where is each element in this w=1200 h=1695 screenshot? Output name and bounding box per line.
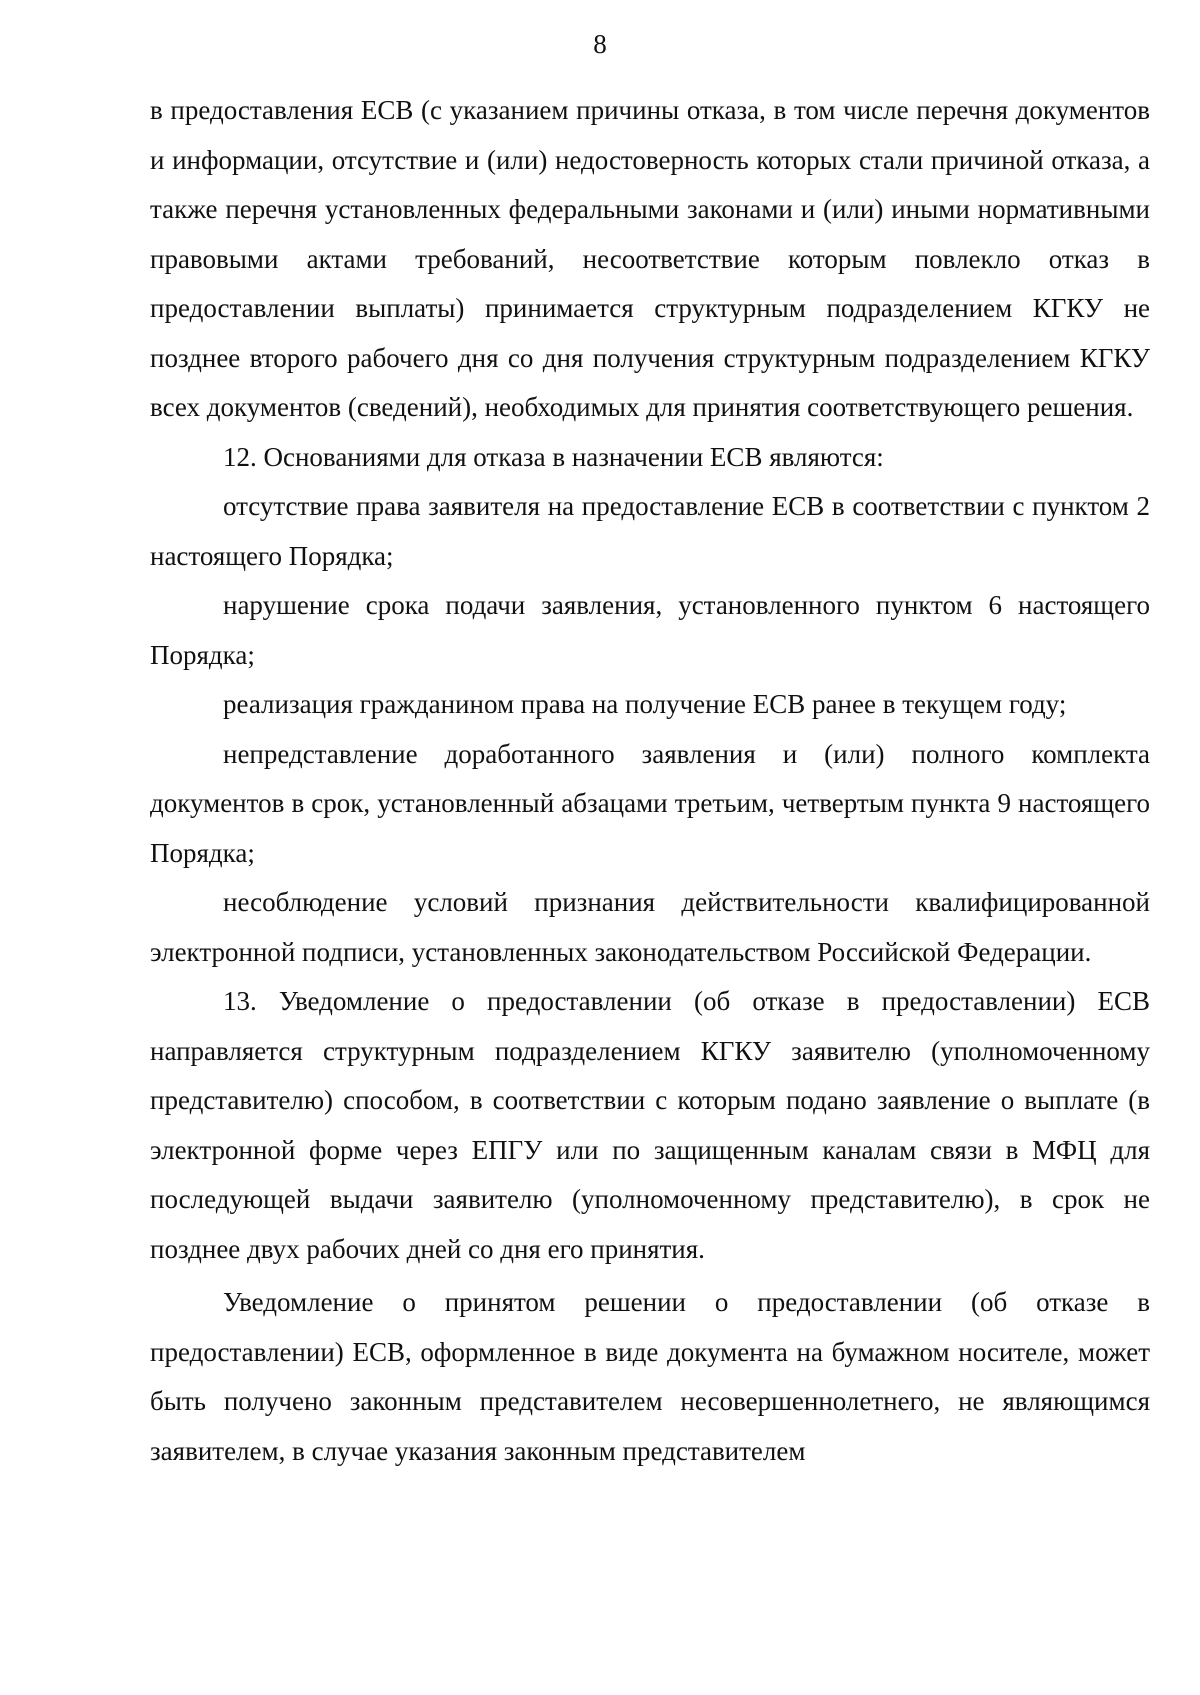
- page-number: 8: [593, 29, 607, 59]
- paragraph-documents-not-submitted: непредставление доработанного заявления и (или) полного комплекта документов в срок, установленный абзацами третьим, четвертым пункта 9 настоящего Порядка;: [150, 738, 1150, 868]
- paragraph-paper-notification: Уведомление о принятом решении о предоставлении (об отказе в предоставлении) ЕСВ, оформленное в виде документа на бумажном носителе, может быть получено законным представителем несовершеннолетнего, не являющимся заявителем, в случае указания законным представителем: [150, 1287, 1150, 1466]
- paragraph-12-heading: 12. Основаниями для отказа в назначении ЕСВ являются:: [223, 441, 884, 472]
- paragraph-signature-invalid: несоблюдение условий признания действительности квалифицированной электронной подписи, установленных законодательством Российской Федерации.: [150, 887, 1150, 967]
- paragraph-no-right: отсутствие права заявителя на предоставление ЕСВ в соответствии с пунктом 2 настоящего Порядка;: [150, 491, 1150, 571]
- paragraph-already-received: реализация гражданином права на получение ЕСВ ранее в текущем году;: [223, 689, 1067, 719]
- paragraph-deadline-violation: нарушение срока подачи заявления, установленного пунктом 6 настоящего Порядка;: [150, 590, 1150, 670]
- document-body: [150, 86, 1150, 1476]
- paragraph-13-notification: 13. Уведомление о предоставлении (об отказе в предоставлении) ЕСВ направляется структурным подразделением КГКУ заявителю (уполномоченному представителю) способом, в соответствии с которым подано заявление о выплате (в электронной форме через ЕПГУ или по защищенным каналам связи в МФЦ для последующей выдачи заявителю (уполномоченному представителю), в срок не позднее двух рабочих дней со дня его принятия.: [150, 986, 1150, 1264]
- paragraph-refusal-decision: в предоставления ЕСВ (с указанием причины отказа, в том числе перечня документов и информации, отсутствие и (или) недостоверность которых стали причиной отказа, а также перечня установленных федеральными законами и (или) иными нормативными правовыми актами требований, несоответствие которым повлекло отказ в предоставлении выплаты) принимается структурным подразделением КГКУ не позднее второго рабочего дня со дня получения структурным подразделением КГКУ всех документов (сведений), необходимых для принятия соответствующего решения.: [150, 95, 1150, 422]
